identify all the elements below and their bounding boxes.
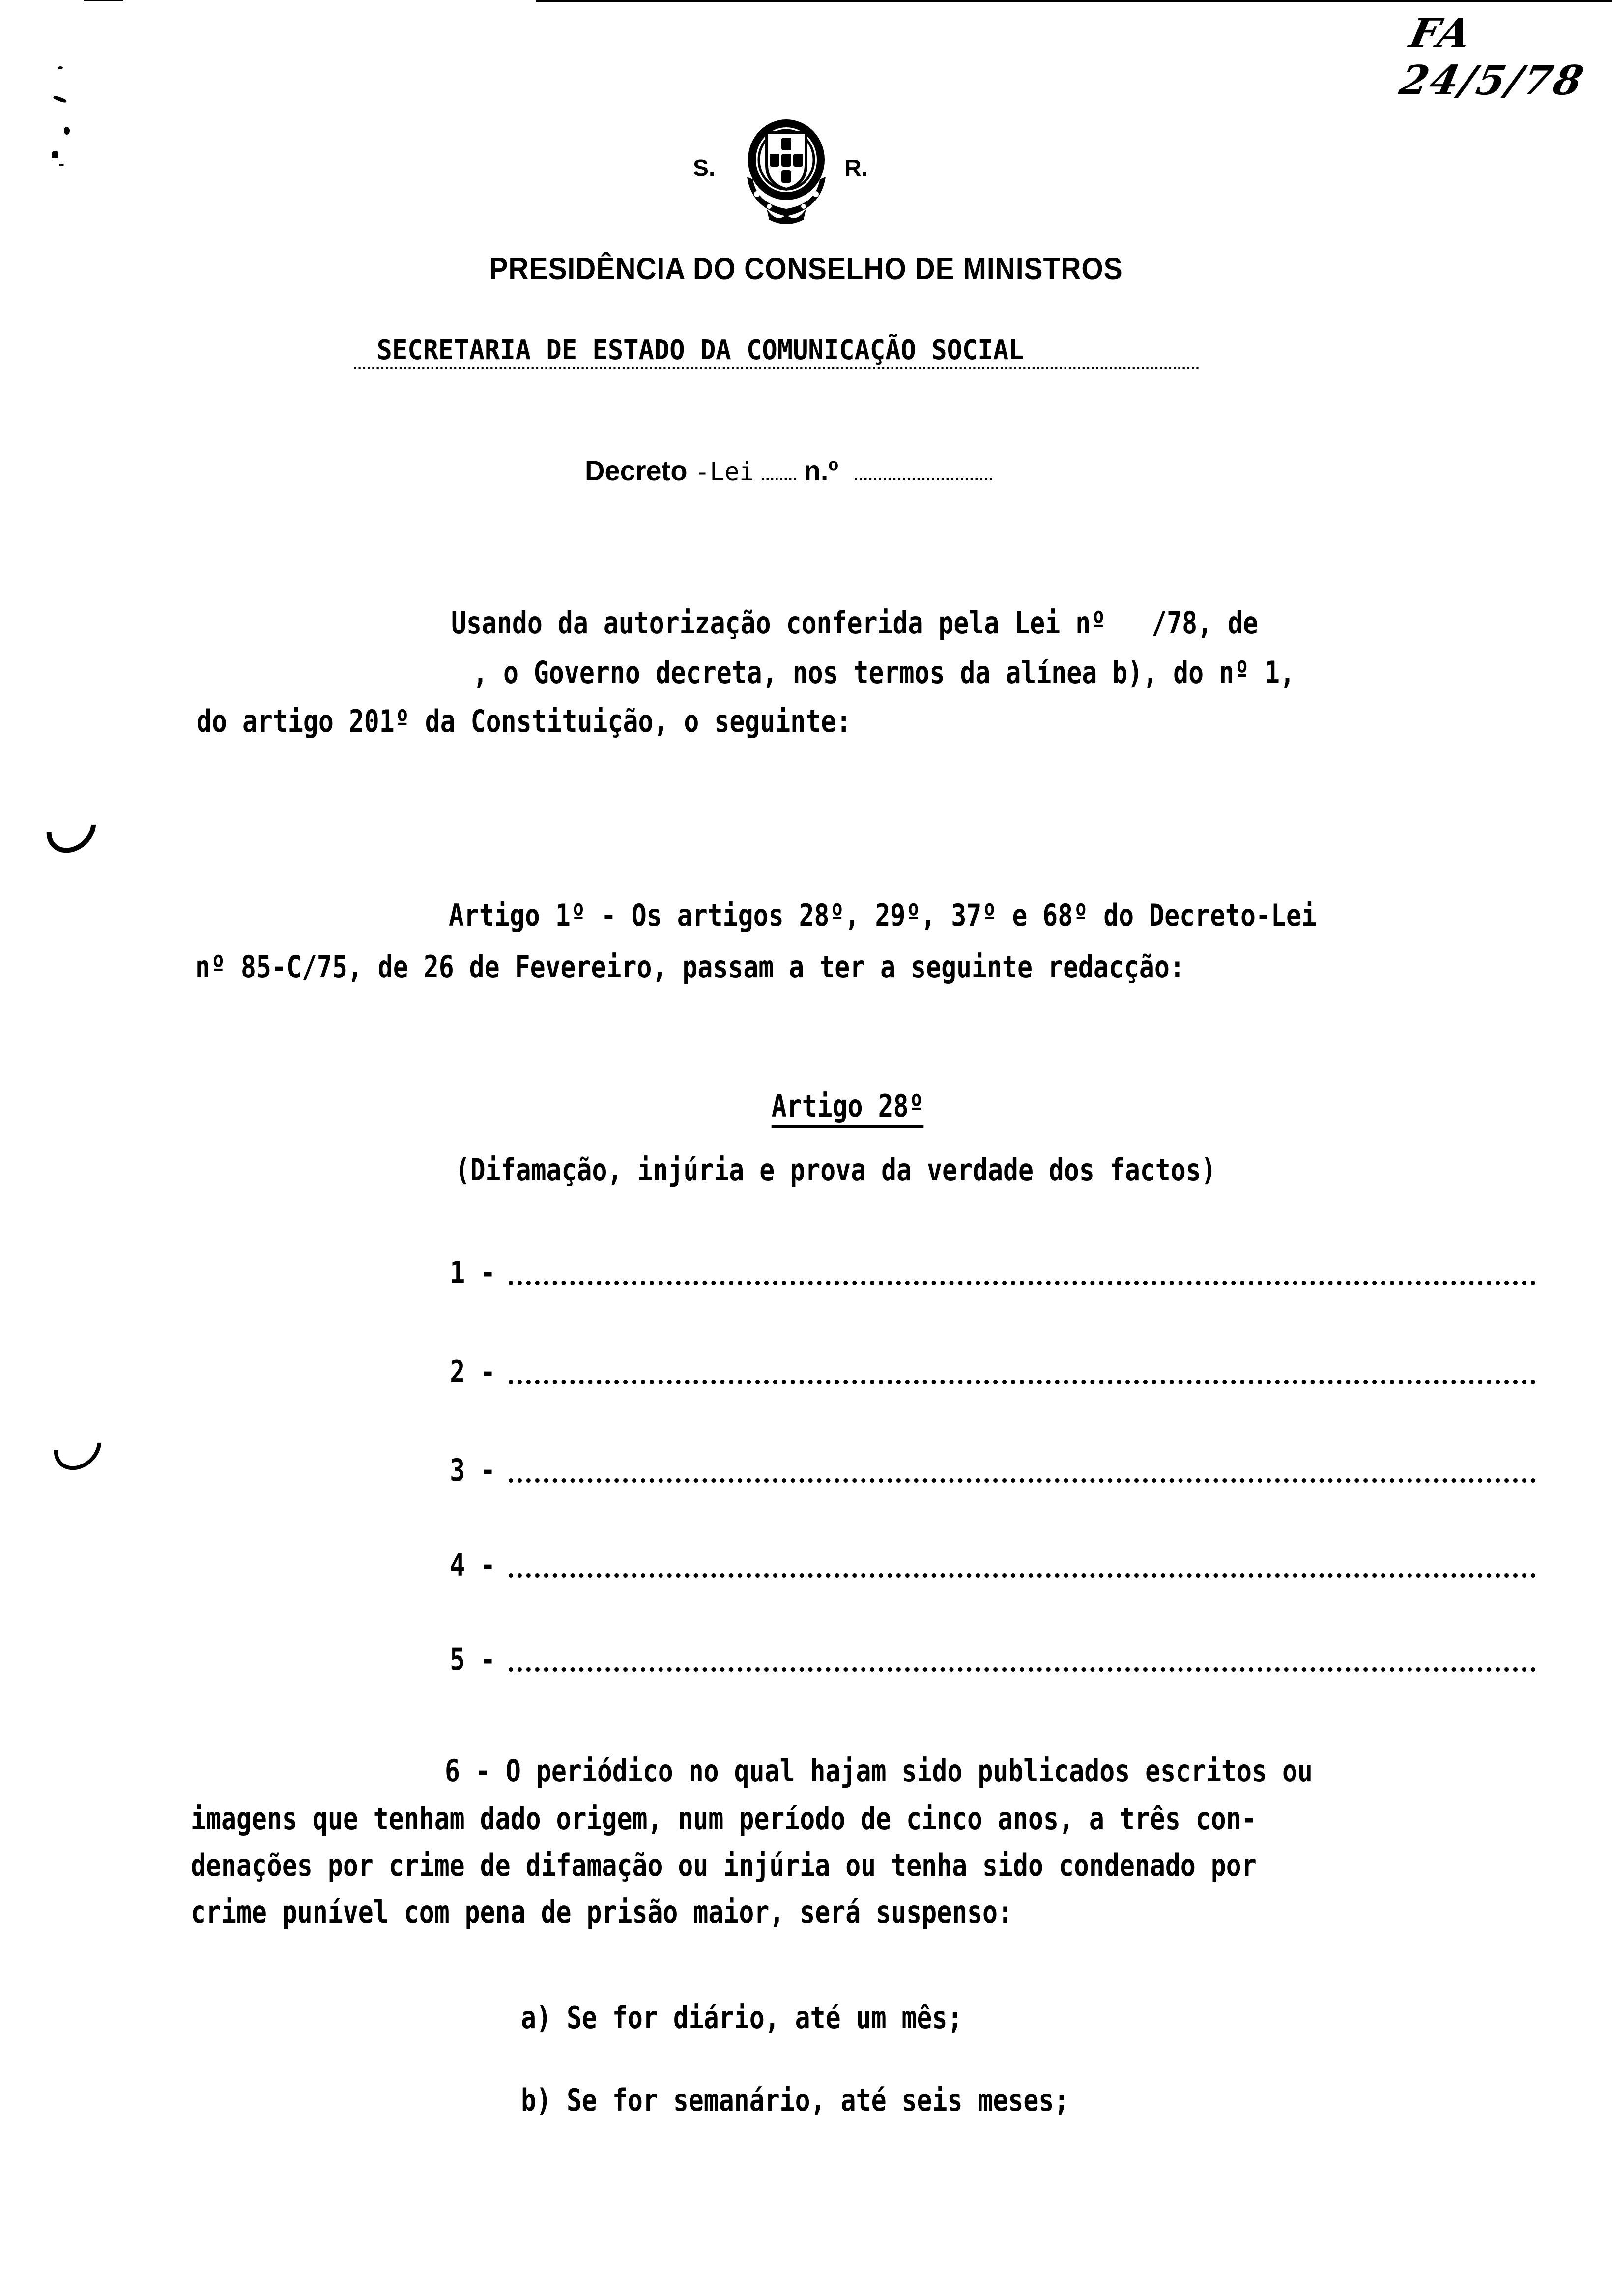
article-28-item-2 — [445, 1354, 1536, 1390]
blank-dotted-line — [509, 1573, 1536, 1578]
article-28-item-4 — [445, 1547, 1536, 1583]
blank-dotted-line — [509, 1667, 1536, 1672]
item-number: 4 - — [450, 1547, 496, 1583]
article-28-item-6-line-3: denações por crime de difamação ou injúria ou tenha sido condenado por — [191, 1847, 1257, 1883]
preamble-line-3: do artigo 201º da Constituição, o seguinte: — [197, 703, 852, 739]
decree-type: -Lei — [695, 458, 754, 486]
blank-dotted-line — [509, 1380, 1536, 1384]
margin-speck — [64, 127, 70, 135]
decree-header — [585, 455, 992, 487]
item-number: 3 - — [450, 1452, 496, 1488]
article-28-subitem-b: b) Se for semanário, até seis meses; — [521, 2082, 1069, 2118]
letterhead-initial-s: S. — [693, 155, 716, 181]
article-28-subtitle: (Difamação, injúria e prova da verdade dos factos) — [455, 1152, 1216, 1188]
item-number: 5 - — [450, 1641, 496, 1677]
scan-edge-line — [84, 0, 123, 1]
preamble-line-2: , o Governo decreta, nos termos da alínea b), do nº 1, — [473, 655, 1295, 690]
ministry-heading: PRESIDÊNCIA DO CONSELHO DE MINISTROS — [489, 252, 1123, 286]
item-number: 1 - — [450, 1255, 496, 1291]
letterhead-initial-r: R. — [844, 155, 868, 181]
decree-type-dots — [762, 478, 796, 480]
margin-speck — [58, 66, 63, 69]
article-28-item-1 — [445, 1255, 1536, 1291]
article-28-item-6-line-1: 6 - O periódico no qual hajam sido publicados escritos ou — [445, 1753, 1313, 1789]
decree-number-label: n.º — [804, 455, 838, 486]
item-number: 2 - — [450, 1354, 496, 1390]
handwritten-reference: FA 24/5/78 — [1395, 10, 1589, 104]
article-28-title: Artigo 28º — [0, 1089, 1612, 1128]
coat-of-arms-icon — [742, 111, 831, 224]
margin-speck — [52, 151, 58, 158]
blank-dotted-line — [509, 1478, 1536, 1483]
article-28-subitem-a: a) Se for diário, até um mês; — [521, 2000, 963, 2036]
blank-dotted-line — [509, 1281, 1536, 1285]
decree-number-blank — [855, 478, 992, 480]
article-28-item-5 — [445, 1641, 1536, 1677]
article-1-line-1: Artigo 1º - Os artigos 28º, 29º, 37º e 68º do Decreto-Lei — [449, 897, 1317, 933]
department-heading: SECRETARIA DE ESTADO DA COMUNICAÇÃO SOCIAL — [354, 334, 1200, 369]
article-28-item-6-line-2: imagens que tenham dado origem, num período de cinco anos, a três con- — [191, 1801, 1257, 1837]
article-28-item-6-line-4: crime punível com pena de prisão maior, será suspenso: — [191, 1894, 1013, 1930]
hole-punch-mark — [36, 793, 106, 862]
scan-edge-line — [536, 0, 1612, 2]
margin-speck — [59, 164, 64, 166]
decree-label: Decreto — [585, 455, 688, 486]
article-1-line-2: nº 85-C/75, de 26 de Fevereiro, passam a ter a seguinte redacção: — [195, 949, 1185, 985]
article-28-item-3 — [445, 1452, 1536, 1488]
hole-punch-mark — [44, 1413, 111, 1480]
margin-speck — [53, 95, 67, 103]
preamble-line-1: Usando da autorização conferida pela Lei nº /78, de — [451, 605, 1259, 641]
